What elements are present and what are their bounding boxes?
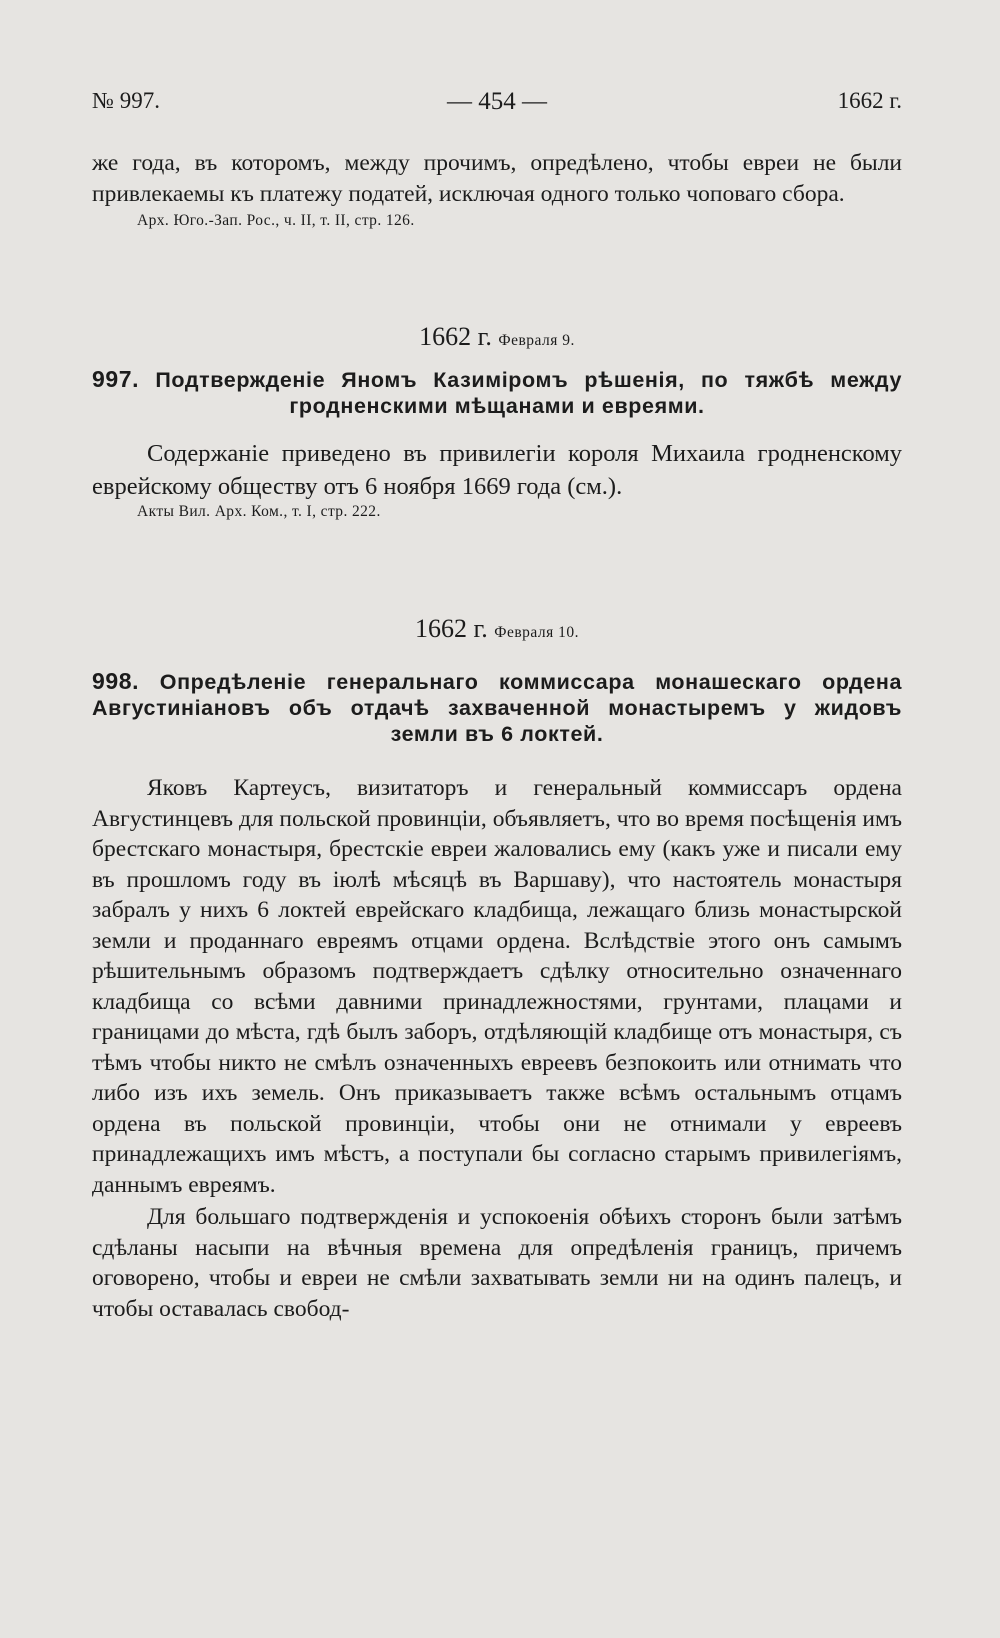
entry-998-date bbox=[92, 614, 902, 644]
entry-998-number: 998. bbox=[92, 668, 140, 694]
entry-998-date-year: 1662 г. bbox=[414, 614, 488, 643]
entry-998-date-day: Февраля 10. bbox=[494, 624, 580, 641]
continuation-section bbox=[92, 148, 902, 230]
continuation-text: же года, въ которомъ, между прочимъ, опредѣлено, чтобы евреи не были привлекаемы къ платежу податей, исключая одного только чоповаго сбора. bbox=[92, 150, 902, 207]
entry-997-reference: Акты Вил. Арх. Ком., т. I, стр. 222. bbox=[137, 503, 381, 520]
header-page-number: — 454 — bbox=[447, 88, 547, 115]
continuation-reference: Арх. Юго.-Зап. Рос., ч. II, т. II, стр. 126. bbox=[137, 212, 415, 229]
entry-997-date-day: Февраля 9. bbox=[498, 332, 575, 349]
entry-997 bbox=[92, 322, 902, 521]
entry-997-title bbox=[92, 366, 902, 419]
entry-997-date-year: 1662 г. bbox=[419, 322, 492, 351]
header-doc-number: № 997. bbox=[92, 88, 160, 113]
entry-998 bbox=[92, 614, 902, 1324]
entry-998-paragraph-1: Яковъ Картеусъ, визитаторъ и генеральный коммиссаръ ордена Августинцевъ для польской провинціи, объявляетъ, что во время посѣщенія имъ брестскаго монастыря, брестскіе евреи жаловались ему (какъ уже и писали ему въ прошломъ году въ іюлѣ мѣсяцѣ въ Варшаву), что настоятель монастыря забралъ у нихъ 6 локтей еврейскаго кладбища, лежащаго близь монастырской земли и проданнаго евреямъ отцами ордена. Вслѣдствіе этого онъ самымъ рѣшительнымъ образомъ подтверждаетъ сдѣлку относительно означеннаго кладбища со всѣми давними принадлежностями, грунтами, плацами и границами до мѣста, гдѣ былъ заборъ, отдѣляющій кладбище отъ монастыря, съ тѣмъ чтобы никто не смѣлъ означенныхъ евреевъ безпокоить или отнимать что либо изъ ихъ земель. Онъ приказываетъ также всѣмъ остальнымъ отцамъ ордена въ польской провинціи, чтобы они не отнимали у евреевъ принадлежащихъ имъ мѣстъ, а поступали бы согласно старымъ привилегіямъ, даннымъ евреямъ. bbox=[92, 775, 902, 1198]
entry-998-title-text: Опредѣленіе генеральнаго коммиссара монашескаго ордена Августиніановъ объ отдачѣ захваченной монастыремъ у жидовъ земли въ 6 локтей. bbox=[92, 670, 903, 746]
entry-997-number: 997. bbox=[92, 366, 140, 392]
entry-997-text: Содержаніе приведено въ привилегіи короля Михаила гродненскому еврейскому обществу отъ 6 ноября 1669 года (см.). bbox=[92, 440, 902, 500]
entry-998-title bbox=[92, 668, 902, 747]
entry-997-date bbox=[92, 322, 902, 352]
header-year: 1662 г. bbox=[837, 88, 902, 113]
entry-997-title-text: Подтвержденіе Яномъ Казиміромъ рѣшенія, по тяжбѣ между гродненскими мѣщанами и евреями. bbox=[155, 368, 902, 418]
running-head bbox=[92, 88, 902, 122]
entry-998-paragraph-2: Для большаго подтвержденія и успокоенія обѣихъ сторонъ были затѣмъ сдѣланы насыпи на вѣчныя времена для опредѣленія границъ, причемъ оговорено, чтобы и евреи не смѣли захватывать земли ни на одинъ палецъ, и чтобы оставалась свобод- bbox=[92, 1204, 902, 1322]
